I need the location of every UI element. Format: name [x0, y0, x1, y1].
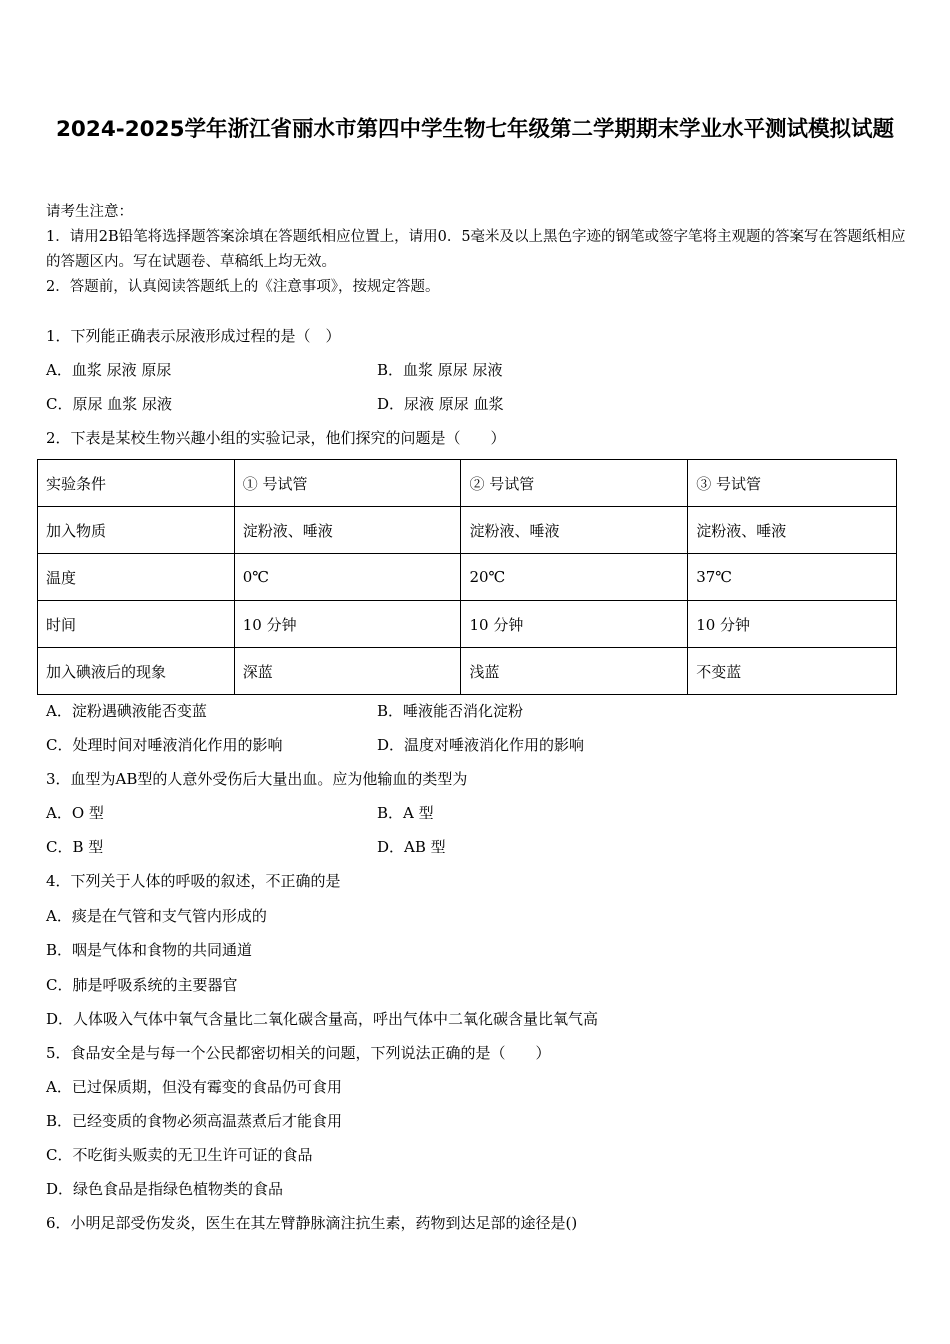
- question-1-option-d: D．尿液 原尿 血浆: [377, 395, 504, 413]
- question-4-option-c: C．肺是呼吸系统的主要器官: [46, 976, 238, 994]
- table-cell: ③ 号试管: [688, 460, 897, 507]
- table-cell: 深蓝: [234, 648, 461, 695]
- question-5-option-a: A．已过保质期，但没有霉变的食品仍可食用: [46, 1078, 342, 1096]
- question-3-option-b: B．A 型: [377, 804, 434, 822]
- table-cell: 10 分钟: [461, 601, 688, 648]
- table-cell: 实验条件: [38, 460, 235, 507]
- question-5-stem: 5．食品安全是与每一个公民都密切相关的问题，下列说法正确的是（ ）: [46, 1044, 551, 1062]
- question-6-stem: 6．小明足部受伤发炎，医生在其左臂静脉滴注抗生素，药物到达足部的途径是(): [46, 1214, 578, 1232]
- question-2-option-b: B．唾液能否消化淀粉: [377, 702, 524, 720]
- question-1-option-c: C．原尿 血浆 尿液: [46, 395, 173, 413]
- table-row: [38, 460, 897, 507]
- question-4-option-a: A．痰是在气管和支气管内形成的: [46, 907, 267, 925]
- table-cell: 10 分钟: [688, 601, 897, 648]
- question-2-option-c: C．处理时间对唾液消化作用的影响: [46, 736, 283, 754]
- question-1-option-a: A．血浆 尿液 原尿: [46, 361, 172, 379]
- question-1-option-b: B．血浆 原尿 尿液: [377, 361, 503, 379]
- table-cell: 10 分钟: [234, 601, 461, 648]
- table-cell: ① 号试管: [234, 460, 461, 507]
- question-2-stem: 2．下表是某校生物兴趣小组的实验记录，他们探究的问题是（ ）: [46, 429, 506, 447]
- table-cell: 20℃: [461, 554, 688, 601]
- table-cell: 加入碘液后的现象: [38, 648, 235, 695]
- question-5-option-d: D．绿色食品是指绿色植物类的食品: [46, 1180, 284, 1198]
- question-2-option-a: A．淀粉遇碘液能否变蓝: [46, 702, 207, 720]
- table-cell: 不变蓝: [688, 648, 897, 695]
- question-4-option-b: B．咽是气体和食物的共同通道: [46, 941, 253, 959]
- table-cell: 时间: [38, 601, 235, 648]
- experiment-table: [37, 459, 897, 695]
- table-cell: 温度: [38, 554, 235, 601]
- question-5-option-b: B．已经变质的食物必须高温蒸煮后才能食用: [46, 1112, 343, 1130]
- table-row: [38, 554, 897, 601]
- question-5-option-c: C．不吃街头贩卖的无卫生许可证的食品: [46, 1146, 313, 1164]
- page-title: 2024-2025学年浙江省丽水市第四中学生物七年级第二学期期末学业水平测试模拟试题: [55, 117, 895, 142]
- question-3-option-d: D．AB 型: [377, 838, 446, 856]
- table-cell: 淀粉液、唾液: [688, 507, 897, 554]
- question-3-option-c: C．B 型: [46, 838, 104, 856]
- table-cell: 37℃: [688, 554, 897, 601]
- notice-item: 1．请用2B铅笔将选择题答案涂填在答题纸相应位置上，请用0．5毫米及以上黑色字迹的钢笔或签字笔将主观题的答案写在答题纸相应的答题区内。写在试题卷、草稿纸上均无效。: [46, 229, 906, 270]
- question-4-option-d: D．人体吸入气体中氧气含量比二氧化碳含量高，呼出气体中二氧化碳含量比氧气高: [46, 1010, 599, 1028]
- question-2-option-d: D．温度对唾液消化作用的影响: [377, 736, 585, 754]
- table-row: [38, 601, 897, 648]
- question-1-stem: 1．下列能正确表示尿液形成过程的是（ ）: [46, 327, 341, 345]
- table-row: [38, 507, 897, 554]
- question-3-stem: 3．血型为AB型的人意外受伤后大量出血。应为他输血的类型为: [46, 770, 468, 788]
- table-cell: 淀粉液、唾液: [234, 507, 461, 554]
- notice-item: 2．答题前，认真阅读答题纸上的《注意事项》，按规定答题。: [46, 279, 440, 295]
- table-row: [38, 648, 897, 695]
- table-cell: 淀粉液、唾液: [461, 507, 688, 554]
- question-4-stem: 4．下列关于人体的呼吸的叙述，不正确的是: [46, 872, 341, 890]
- table-cell: 加入物质: [38, 507, 235, 554]
- table-cell: ② 号试管: [461, 460, 688, 507]
- notice-heading: 请考生注意：: [46, 204, 133, 220]
- table-cell: 浅蓝: [461, 648, 688, 695]
- notice-block: [46, 200, 906, 300]
- table-cell: 0℃: [234, 554, 461, 601]
- question-3-option-a: A．O 型: [46, 804, 104, 822]
